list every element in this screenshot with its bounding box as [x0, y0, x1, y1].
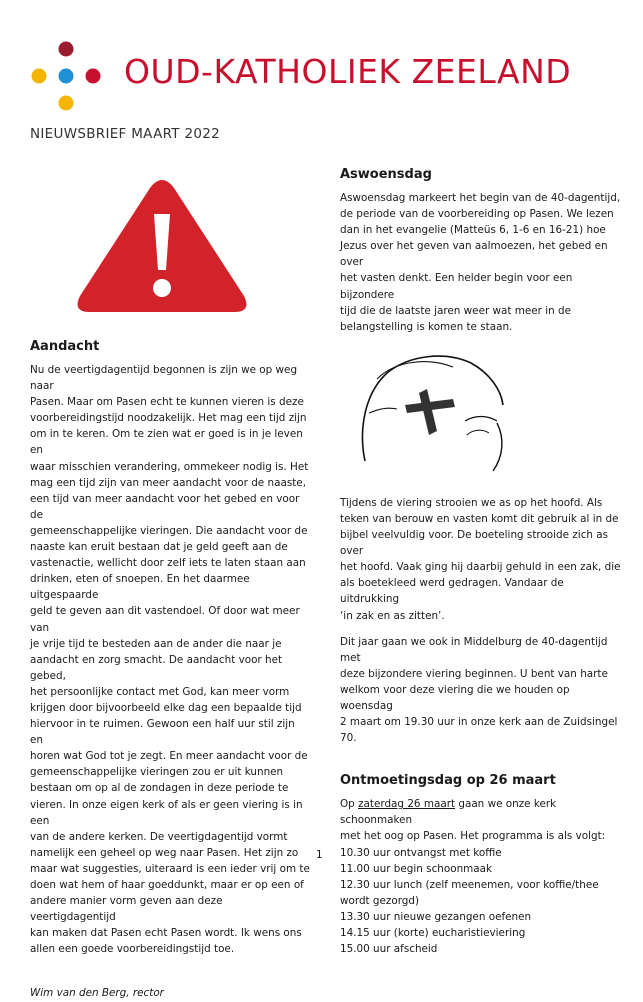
aswoensdag-line: belangstelling is komen te staan. — [340, 320, 513, 333]
service-line: Dit jaar gaan we ook in Middelburg de 40-dagentijd met — [340, 635, 608, 664]
aandacht-line: een tijd van meer aandacht voor het gebed en voor de — [30, 492, 300, 521]
schedule-item: 11.00 uur begin schoonmaak — [340, 862, 493, 875]
signature: Wim van den Berg, rector — [30, 987, 164, 1000]
aandacht-heading: Aandacht — [30, 339, 100, 354]
ontmoetingsdag-heading: Ontmoetingsdag op 26 maart — [340, 773, 556, 789]
aandacht-line: naaste kan eruit bestaan dat je geld geeft aan de — [30, 541, 288, 554]
aandacht-line: mag een tijd zijn van meer aandacht voor de naaste, — [30, 476, 307, 489]
aswoensdag-line: het vasten denkt. Een helder begin voor een bijzondere — [340, 272, 573, 301]
intro-prefix: Op — [340, 798, 359, 811]
aswoensdag-line: dan in het evangelie (Matteüs 6, 1-6 en 16-21) hoe — [340, 224, 606, 237]
aandacht-line: waar misschien verandering, ommekeer nodig is. Het — [30, 460, 309, 473]
aandacht-line: voorbereidingstijd noodzakelijk. Het mag een tijd zijn — [30, 412, 307, 425]
aandacht-line: van de andere kerken. De veertigdagentijd vormt — [30, 830, 288, 843]
service-line: 2 maart om 19.30 uur in onze kerk aan de Zuidsingel 70. — [340, 716, 618, 745]
aandacht-line: drinken, eten of snoepen. En het daarmee uitgespaarde — [30, 573, 250, 602]
ashes-line: teken van berouw en vasten komt dit gebruik al in de — [340, 512, 619, 525]
aandacht-line: vastenactie, wellicht door zelf iets te laten staan aan — [30, 557, 306, 570]
ash-cross-forehead-illustration — [357, 349, 507, 477]
warning-triangle-icon — [74, 178, 250, 316]
aswoensdag-heading: Aswoensdag — [340, 167, 432, 182]
schedule-item: 13.30 uur nieuwe gezangen oefenen — [340, 910, 532, 923]
aandacht-line: gemeenschappelijke vieringen. Die aandacht voor de — [30, 524, 308, 537]
aandacht-line: kan maken dat Pasen echt Pasen wordt. Ik wens ons — [30, 927, 302, 940]
ashes-line: bijbel veelvuldig voor. De boeteling strooide zich as over — [340, 529, 609, 558]
ontmoetingsdag-intro-line2: met het oog op Pasen. Het programma is als volgt: — [340, 830, 606, 843]
ashes-line: als boetekleed werd gedragen. Vandaar de uitdrukking — [340, 577, 564, 606]
aandacht-line: geld te geven aan dit vastendoel. Of door wat meer van — [30, 605, 300, 634]
aandacht-line: namelijk een geheel op weg naar Pasen. Het zijn zo — [30, 846, 299, 859]
right-column — [340, 166, 622, 957]
aswoensdag-line: de periode van de voorbereiding op Pasen. We lezen — [340, 208, 614, 221]
service-line: welkom voor deze viering die we houden op woensdag — [340, 683, 570, 712]
aandacht-line: vieren. In onze eigen kerk of als er geen viering is in een — [30, 798, 303, 827]
newsletter-title: NIEUWSBRIEF MAART 2022 — [30, 126, 221, 142]
aandacht-line: horen wat God tot je zegt. En meer aandacht voor de — [30, 750, 308, 763]
schedule-item: 10.30 uur ontvangst met koffie — [340, 846, 502, 859]
aandacht-line: doen wat hem of haar goeddunkt, maar er op een of — [30, 879, 304, 891]
page-number: 1 — [316, 849, 323, 861]
schedule-item: 15.00 uur afscheid — [340, 943, 438, 956]
aandacht-line: je vrije tijd te besteden aan de ander die naar je — [30, 637, 282, 650]
schedule-item: 12.30 uur lunch (zelf meenemen, voor koffie/thee — [340, 878, 599, 891]
schedule-item: 14.15 uur (korte) eucharistieviering — [340, 927, 526, 939]
aandacht-line: hiervoor in te ruimen. Gewoon een half uur stil zijn en — [30, 718, 295, 747]
aandacht-line: aandacht en zorg smacht. De aandacht voor het gebed, — [30, 653, 283, 682]
aandacht-section — [30, 338, 310, 1002]
ashes-line: Tijdens de viering strooien we as op het hoofd. Als — [340, 496, 603, 509]
aswoensdag-line: tijd die de laatste jaren weer wat meer in de — [340, 304, 572, 317]
intro-date: zaterdag 26 maart — [358, 798, 456, 811]
aandacht-line: Nu de veertigdagentijd begonnen is zijn we op weg naar — [30, 364, 298, 393]
aandacht-line: het persoonlijke contact met God, kan meer vorm — [30, 685, 290, 698]
service-line: deze bijzondere viering beginnen. U bent van harte — [340, 667, 608, 680]
aandacht-line: allen een goede voorbereidingstijd toe. — [30, 943, 235, 956]
brand-title: OUD-KATHOLIEK ZEELAND — [124, 52, 572, 91]
aandacht-line: gemeenschappelijke vieringen zou er uit kunnen — [30, 766, 284, 779]
intro-suffix: gaan we onze kerk schoonmaken — [340, 798, 557, 827]
aandacht-line: andere manier vorm geven aan deze veertigdagentijd — [30, 895, 223, 924]
aswoensdag-line: Jezus over het geven van aalmoezen, het gebed en over — [340, 240, 608, 269]
ashes-line: ‘in zak en as zitten’. — [340, 609, 445, 622]
ashes-line: het hoofd. Vaak ging hij daarbij gehuld in een zak, die — [340, 561, 621, 574]
aandacht-line: krijgen door bijvoorbeeld elke dag een bepaalde tijd — [30, 701, 302, 714]
aswoensdag-line: Aswoensdag markeert het begin van de 40-dagentijd, — [340, 192, 621, 204]
four-dot-cross-logo-icon — [30, 40, 102, 112]
aandacht-line: bestaan om op al de zondagen in deze periode te — [30, 782, 289, 795]
ontmoetingsdag-intro — [340, 796, 622, 828]
aandacht-line: maar wat suggesties, uiteraard is een ieder vrij om te — [30, 862, 310, 875]
aandacht-line: Pasen. Maar om Pasen echt te kunnen vieren is deze — [30, 396, 304, 409]
aandacht-line: om in te keren. Om te zien wat er goed is in je leven en — [30, 428, 303, 457]
schedule-item: wordt gezorgd) — [340, 894, 420, 907]
